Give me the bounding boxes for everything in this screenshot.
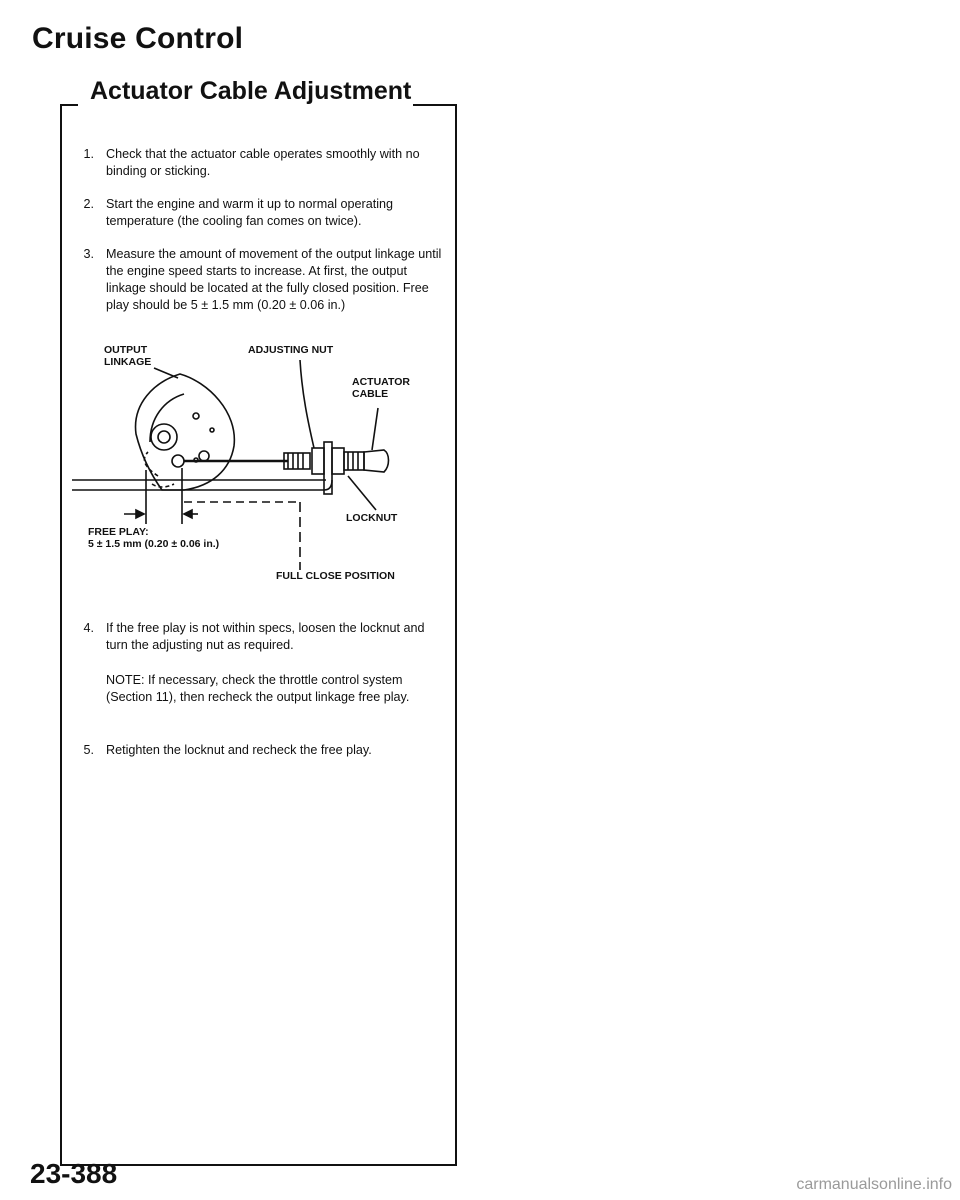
watermark[interactable]: carmanualsonline.info — [796, 1176, 952, 1193]
adjusting-nut — [312, 448, 324, 474]
locknut — [332, 448, 344, 474]
page-number: 23-388 — [30, 1158, 118, 1189]
label-output-linkage: OUTPUT LINKAGE — [104, 344, 152, 368]
label-locknut: LOCKNUT — [346, 512, 398, 524]
output-linkage-inner-arc — [150, 394, 184, 442]
label-actuator-cable: ACTUATOR CABLE — [352, 376, 410, 400]
adjusting-nut-leader — [300, 360, 314, 448]
step-number: 5. — [83, 743, 94, 757]
page-title: Cruise Control — [32, 22, 244, 55]
cable-threads — [344, 452, 364, 470]
step-text: Start the engine and warm it up to normal operating temperature (the cooling fan comes on twice). — [106, 197, 394, 228]
actuator-cable-leader — [372, 408, 378, 450]
actuator-cable-housing — [364, 450, 389, 472]
note-text: NOTE: If necessary, check the throttle control system (Section 11), then recheck the output linkage free play. — [106, 673, 410, 704]
step-text: Measure the amount of movement of the output linkage until the engine speed starts to increase. At first, the output linkage should be located at the fully closed position. Free play should be 5 ± 1.5 mm (0.20 ± 0.06 in.) — [106, 247, 442, 312]
label-adjusting-nut: ADJUSTING NUT — [248, 344, 334, 356]
section-title: Actuator Cable Adjustment — [90, 77, 412, 105]
linkage-hole-3 — [199, 451, 209, 461]
step-text: If the free play is not within specs, loosen the locknut and turn the adjusting nut as required. — [106, 621, 425, 652]
linkage-cable-end — [172, 455, 184, 467]
step-text: Retighten the locknut and recheck the free play. — [106, 743, 372, 757]
step-number: 4. — [83, 621, 94, 635]
linkage-hole-2 — [210, 428, 214, 432]
label-free-play: FREE PLAY: 5 ± 1.5 mm (0.20 ± 0.06 in.) — [88, 526, 220, 550]
linkage-hole-1 — [193, 413, 199, 419]
section-frame-top-left — [60, 104, 78, 106]
step-number: 3. — [83, 247, 94, 261]
step-number: 2. — [83, 197, 94, 211]
step-number: 1. — [83, 147, 94, 161]
label-full-close-position: FULL CLOSE POSITION — [276, 570, 395, 582]
output-linkage-pivot — [151, 424, 177, 450]
step-text: Check that the actuator cable operates smoothly with no binding or sticking. — [106, 147, 420, 178]
locknut-leader — [348, 476, 376, 510]
